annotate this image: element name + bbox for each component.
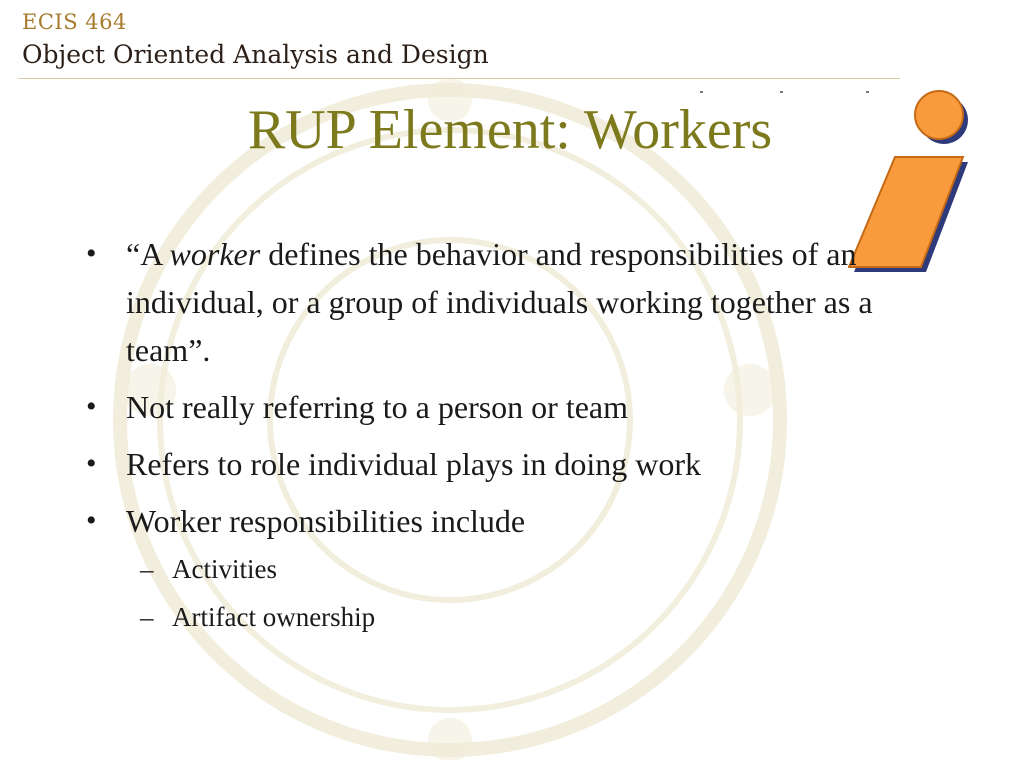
- bullet-text: defines the behavior and responsibilities of an individual, or a group of individuals working together as a team”.: [126, 236, 873, 368]
- bullet-item: [86, 440, 876, 488]
- course-title: Object Oriented Analysis and Design: [22, 40, 489, 69]
- bullet-item: [86, 497, 876, 641]
- bullet-marker: •: [86, 504, 97, 537]
- bullet-text: Worker responsibilities include: [126, 503, 526, 539]
- bullet-marker: •: [86, 237, 97, 270]
- header-divider: [18, 78, 900, 79]
- bullet-marker: •: [86, 390, 97, 423]
- bullet-text: Not really referring to a person or team: [126, 389, 629, 425]
- bullet-emphasis: worker: [169, 236, 261, 272]
- dash-marker: –: [140, 554, 154, 584]
- slide-title: RUP Element: Workers: [247, 99, 773, 161]
- divider-dot: [780, 91, 783, 93]
- bullet-text-prefix: “A: [126, 236, 170, 272]
- sub-bullet-text: Artifact ownership: [172, 602, 376, 632]
- bullet-text: Refers to role individual plays in doing work: [126, 446, 702, 482]
- divider-dot: [700, 91, 703, 93]
- bullet-marker: •: [86, 447, 97, 480]
- sub-bullet-item: [126, 545, 876, 593]
- bullet-item: [86, 383, 876, 431]
- dash-marker: –: [140, 602, 154, 632]
- course-code: ECIS 464: [22, 10, 127, 34]
- bullet-list: [86, 230, 876, 650]
- sub-bullet-item: [126, 593, 876, 641]
- sub-bullet-text: Activities: [172, 554, 277, 584]
- bullet-item: [86, 230, 876, 374]
- sub-bullet-list: [126, 545, 876, 641]
